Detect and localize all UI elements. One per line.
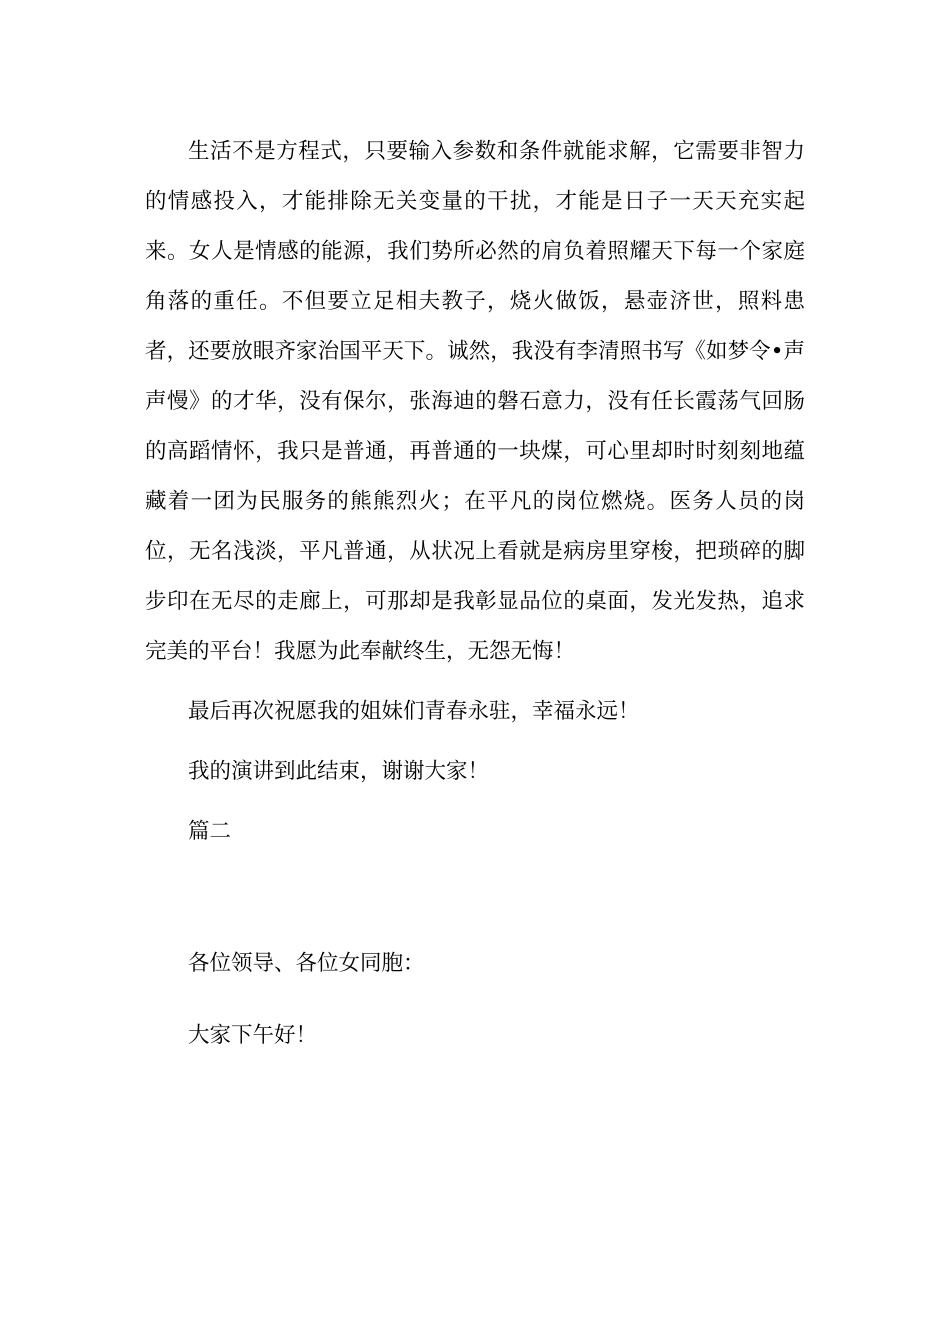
paragraph-spacer	[145, 677, 805, 687]
salutation: 各位领导、各位女同胞：	[188, 951, 425, 976]
section-heading: 篇二	[188, 819, 232, 844]
section-spacer	[145, 857, 805, 939]
closing-wish: 最后再次祝愿我的姐妹们青春永驻，幸福永远！	[188, 699, 640, 724]
greeting: 大家下午好！	[188, 1023, 318, 1048]
body-paragraph-main: 生活不是方程式，只要输入参数和条件就能求解，它需要非智力的情感投入，才能排除无关变量的干扰，才能是日子一天天充实起来。女人是情感的能源，我们势所必然的肩负着照耀天下每一个家庭角落的重任。不但要立足相夫教子，烧火做饭，悬壶济世，照料患者，还要放眼齐家治国平天下。诚然，我没有李清照书写《如梦令•声声慢》的才华，没有保尔，张海迪的磐石意力，没有任长霞荡气回肠的高蹈情怀，我只是普通，再普通的一块煤，可心里却时时刻刻地蕴藏着一团为民服务的熊熊烈火；在平凡的岗位燃烧。医务人员的岗位，无名浅淡，平凡普通，从状况上看就是病房里穿梭，把琐碎的脚步印在无尽的走廊上，可那却是我彰显品位的桌面，发光发热，追求完美的平台！我愿为此奉献终生，无怨无悔！	[145, 139, 805, 664]
closing-thanks: 我的演讲到此结束，谢谢大家！	[188, 759, 490, 784]
paragraph-spacer	[145, 737, 805, 747]
document-body	[145, 127, 805, 1061]
paragraph-spacer	[145, 797, 805, 807]
paragraph-spacer	[145, 989, 805, 1011]
